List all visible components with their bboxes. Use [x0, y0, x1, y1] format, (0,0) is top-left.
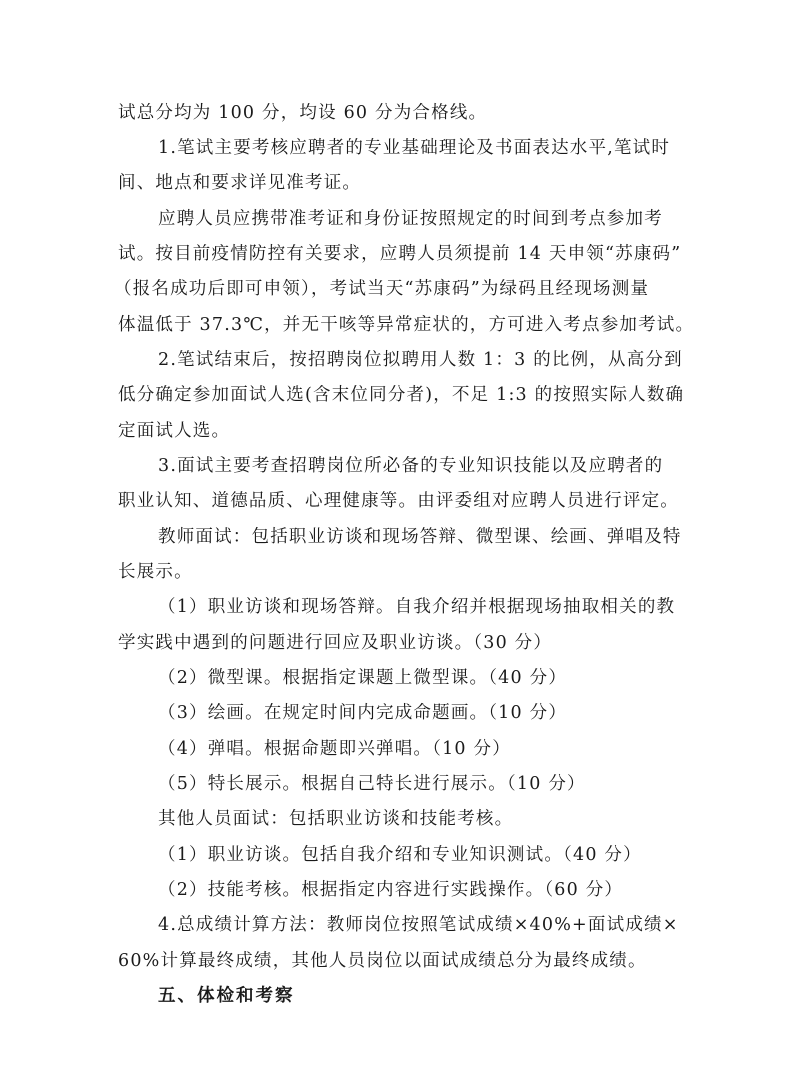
text-line-item-3: （3）绘画。在规定时间内完成命题画。（10 分） — [158, 703, 568, 723]
text-line-bring-documents: 应聘人员应携带准考证和身份证按照规定的时间到考点参加考 — [158, 209, 663, 229]
text-line-other-item-2: （2）技能考核。根据指定内容进行实践操作。（60 分） — [158, 880, 624, 900]
text-line-item-1: （1）职业访谈和现场答辩。自我介绍并根据现场抽取相关的教 — [158, 597, 676, 617]
text-line-teacher-interview: 教师面试：包括职业访谈和现场答辩、微型课、绘画、弹唱及特 — [158, 527, 682, 547]
text-line-written-exam-cont: 间、地点和要求详见准考证。 — [118, 173, 362, 193]
text-line-other-interview: 其他人员面试：包括职业访谈和技能考核。 — [158, 809, 514, 829]
text-line-item-2: （2）微型课。根据指定课题上微型课。（40 分） — [158, 668, 568, 688]
text-line-temperature: 体温低于 37.3℃，并无干咳等异常症状的，方可进入考点参加考试。 — [118, 315, 695, 335]
text-line-ratio-end: 定面试人选。 — [118, 421, 231, 441]
section-heading-medical-exam: 五、体检和考察 — [158, 986, 295, 1006]
text-line-interview: 3.面试主要考查招聘岗位所必备的专业知识技能以及应聘者的 — [158, 456, 664, 476]
text-line-interview-cont: 职业认知、道德品质、心理健康等。由评委组对应聘人员进行评定。 — [118, 491, 679, 511]
text-line-written-exam: 1.笔试主要考核应聘者的专业基础理论及书面表达水平,笔试时 — [158, 138, 671, 158]
text-line-item-5: （5）特长展示。根据自己特长进行展示。（10 分） — [158, 774, 586, 794]
text-line-score-threshold: 试总分均为 100 分，均设 60 分为合格线。 — [118, 103, 488, 123]
text-line-other-item-1: （1）职业访谈。包括自我介绍和专业知识测试。（40 分） — [158, 845, 642, 865]
text-line-health-code-cont: （报名成功后即可申领），考试当天“苏康码”为绿码且经现场测量 — [114, 279, 650, 299]
text-line-health-code: 试。按目前疫情防控有关要求，应聘人员须提前 14 天申领“苏康码” — [118, 244, 682, 264]
text-line-ratio-cont: 低分确定参加面试人选(含末位同分者)，不足 1:3 的按照实际人数确 — [118, 385, 685, 405]
text-line-ratio: 2.笔试结束后，按招聘岗位拟聘用人数 1：3 的比例，从高分到 — [158, 350, 683, 370]
text-line-total-score-cont: 60%计算最终成绩，其他人员岗位以面试成绩总分为最终成绩。 — [118, 951, 647, 971]
text-line-item-4: （4）弹唱。根据命题即兴弹唱。（10 分） — [158, 739, 511, 759]
text-line-item-1-cont: 学实践中遇到的问题进行回应及职业访谈。（30 分） — [118, 633, 553, 653]
text-line-teacher-interview-cont: 长展示。 — [118, 562, 193, 582]
text-line-total-score: 4.总成绩计算方法：教师岗位按照笔试成绩×40%+面试成绩× — [158, 915, 679, 935]
